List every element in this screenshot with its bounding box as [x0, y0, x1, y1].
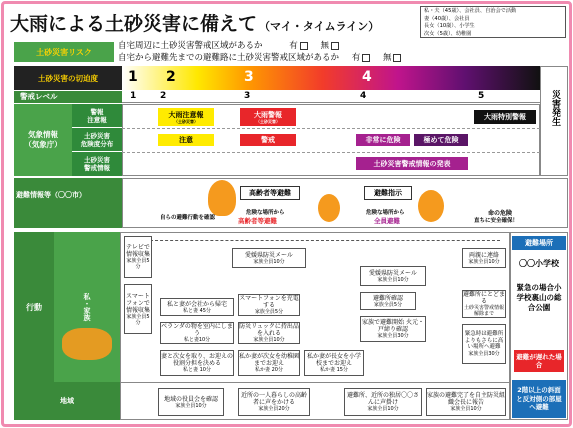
- weather-row-label-2: 土砂災害 危険度分布: [72, 128, 122, 152]
- region-box-3: 避難所、近所の独居〇〇さんに声掛け 家族全員10分: [344, 388, 422, 416]
- yes-checkbox[interactable]: [362, 54, 370, 62]
- risk-question-2: 自宅から避難先までの避難路に土砂災害警戒区域があるか 有 無: [118, 52, 478, 64]
- shelter-name: 〇〇小学校: [519, 258, 559, 268]
- evac-label: [14, 178, 122, 228]
- weather-label: 気象情報 （気象庁）: [14, 104, 72, 176]
- grid-divider: [120, 382, 510, 383]
- yes-checkbox[interactable]: [300, 42, 308, 50]
- timeline-arrow: [150, 240, 500, 241]
- grid-divider: [122, 128, 540, 129]
- family-info: [420, 6, 566, 38]
- fire-box: 家族で避難開始 火元・戸締り確認 家族全員30分: [360, 316, 426, 342]
- evac-order-desc: 危険な場所から: [366, 210, 405, 216]
- family-row: 私・夫（45歳）、会社員、自治会で活動: [424, 8, 517, 14]
- evac-order-box: 避難指示: [364, 186, 412, 200]
- alert-level-2: 2: [160, 91, 167, 101]
- risk-question-1: 自宅周辺に土砂災害警戒区域があるか 有 無: [118, 40, 448, 52]
- shelter-fallback: 緊急の場合小学校裏山の総合公園: [516, 283, 562, 312]
- mail-box-2: 愛媛県防災メール 家族全員10分: [360, 266, 426, 286]
- elderly-evac-desc: 危険な場所から: [246, 210, 285, 216]
- title-main: 大雨による土砂災害に備えて: [10, 13, 258, 35]
- bag-box: 防災リュックに持出品を入れる 家族全員10分: [239, 323, 299, 343]
- stay-box: 避難所にとどまる 土砂災害警戒情報解除まで: [463, 291, 506, 317]
- alert-level-3: 3: [244, 91, 251, 101]
- office-box: 私と妻が会社から帰宅 私と妻 45分: [160, 298, 234, 316]
- danger-level-2: 2: [166, 69, 176, 85]
- mascot-icon: [208, 180, 236, 216]
- family-row: 次女（5歳）、幼稚園: [424, 30, 472, 37]
- kinder-box: 私か妻が次女を幼稚園までお迎え 私か妻 20分: [238, 350, 300, 376]
- heavy-rain-advisory: 大雨注意報 （土砂災害）: [158, 108, 214, 126]
- charge-box: スマートフォンを充電する 家族全員5分: [239, 295, 299, 315]
- elderly-evac-emph: 高齢者等避難: [238, 217, 277, 225]
- region-box-2: 近所の一人暮らしの高齢者に声をかける 家族全員20分: [238, 388, 310, 416]
- alert-level-4: 4: [360, 91, 367, 101]
- evac-label-text: 避難情報等（〇〇市）: [16, 191, 86, 199]
- weather-row-label-3: 土砂災害 警戒情報: [72, 152, 122, 176]
- risk-very-dangerous: 非常に危険: [356, 134, 410, 146]
- elderly-evac-box: 高齢者等避難: [240, 186, 300, 200]
- risk-caution: 注意: [158, 134, 214, 146]
- risk-warning: 警戒: [240, 134, 296, 146]
- action-label: 行動: [14, 232, 54, 382]
- disaster-occurrence-label: 災害発生: [550, 90, 560, 126]
- heavy-rain-special-warning: 大雨特別警報: [474, 110, 536, 124]
- tv-box: テレビで情報収集 家族全員5分: [124, 236, 152, 278]
- title-sub: （マイ・タイムライン）: [259, 20, 380, 33]
- grid-divider: [122, 152, 540, 153]
- alert-level-1: 1: [130, 91, 137, 101]
- route-box: 避難所確認 家族全員5分: [360, 292, 416, 310]
- emergency-box: 緊急時は避難所よりもさらに高い場所へ避難 家族全員30分: [462, 324, 506, 364]
- region-box-4: 家族の避難完了を自主防災組織会長に報告 家族全員10分: [426, 388, 506, 416]
- phone-box: スマートフォンで情報収集 家族全員5分: [124, 284, 152, 334]
- danger-level-4: 4: [362, 69, 372, 85]
- self-check-text: 自らの避難行動を確認: [160, 215, 216, 221]
- danger-label: 土砂災害の切迫度: [14, 66, 122, 90]
- risk-label: 土砂災害リスク: [14, 42, 114, 62]
- mascot-icon: [318, 194, 340, 222]
- veranda-box: ベランダの物を室内にしまう 私と妻10分: [161, 323, 233, 343]
- no-checkbox[interactable]: [393, 54, 401, 62]
- family-row: 妻（40歳）、会社員: [424, 15, 470, 22]
- evac-order-emph: 全員避難: [374, 217, 400, 225]
- region-label: 地域: [14, 382, 120, 420]
- kids-box: 妻と次女を取り、お迎えの役割分担を決める 私と妻 10分: [160, 350, 234, 376]
- danger-level-1: 1: [128, 69, 138, 85]
- weather-row-label-1: 警報 注意報: [72, 104, 122, 128]
- shelter-header: 避難場所: [512, 236, 566, 250]
- late-evac-title: 避難が遅れた場合: [514, 350, 564, 372]
- danger-gradient-bar: [122, 66, 540, 90]
- no-checkbox[interactable]: [331, 42, 339, 50]
- life-danger-2: 直ちに安全確保！: [474, 218, 519, 224]
- mascot-family-icon: [62, 328, 112, 360]
- alert-level-label: 警戒レベル: [14, 91, 122, 103]
- region-box-1: 地域の役員会を確認 家族全員10分: [158, 388, 224, 416]
- heavy-rain-warning: 大雨警報 （土砂災害）: [240, 108, 296, 126]
- mascot-icon: [418, 190, 444, 222]
- alert-level-5: 5: [478, 91, 485, 101]
- late-evac-desc: 2階以上の斜面と反対側の部屋へ避難: [512, 380, 566, 418]
- page-title: [10, 8, 379, 36]
- danger-level-3: 3: [244, 69, 254, 85]
- risk-extremely-dangerous: 極めて危険: [414, 134, 468, 146]
- landslide-warning-issued: 土砂災害警戒情報の発表: [356, 157, 468, 170]
- life-danger-1: 命の危険: [488, 210, 513, 217]
- mail-box-1: 愛媛県防災メール 家族全員10分: [232, 248, 306, 268]
- family-label: 私・家族: [54, 232, 120, 382]
- school-box: 私か妻が長女を小学校までお迎え 私か妻 15分: [304, 350, 364, 376]
- neighbor-box: 両親に連絡 家族全員10分: [462, 248, 506, 268]
- family-row: 長女（10歳）、小学生: [424, 23, 475, 29]
